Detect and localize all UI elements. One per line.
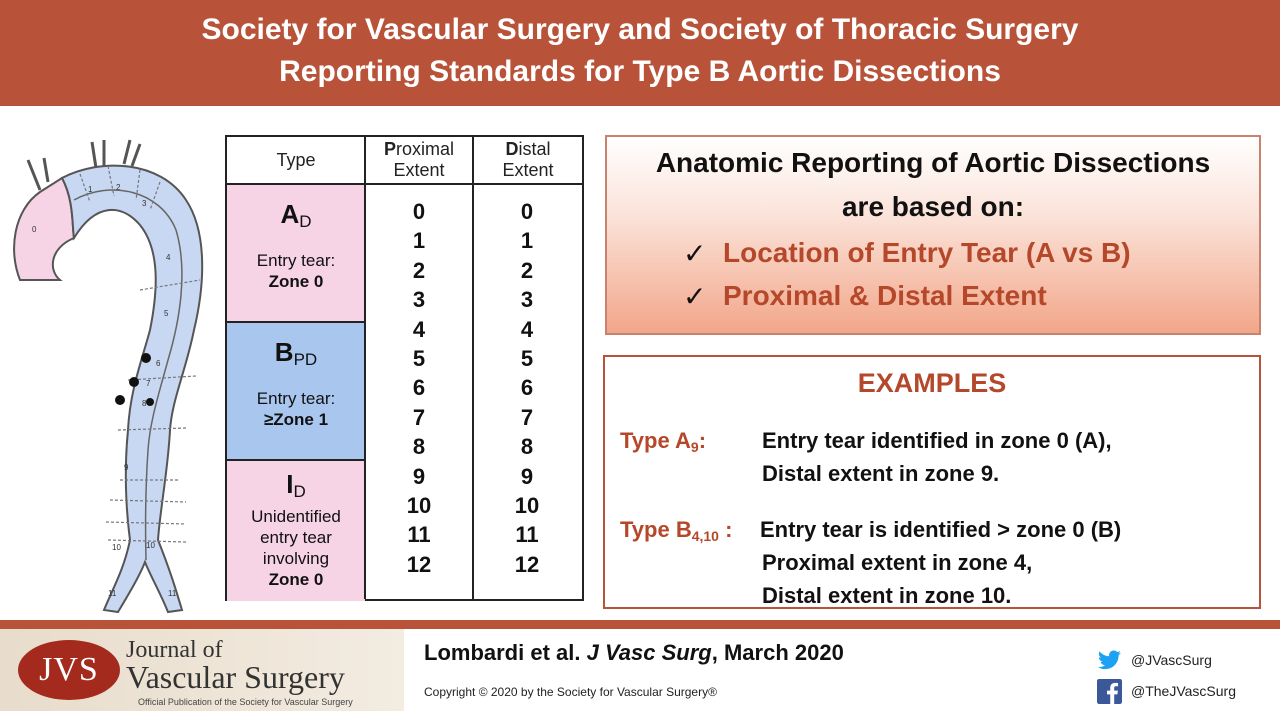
zone-number: 0 xyxy=(520,199,534,224)
example-b-line1: Entry tear is identified > zone 0 (B) xyxy=(760,517,1122,542)
anatomic-title-line1: Anatomic Reporting of Aortic Dissections xyxy=(655,147,1211,178)
facebook-handle[interactable]: @TheJVascSurg xyxy=(1131,683,1236,699)
example-b-sub: 4,10 xyxy=(691,528,719,544)
example-a-line1: Entry tear identified in zone 0 (A), xyxy=(762,428,1112,453)
zone-number: 10 xyxy=(514,493,540,519)
zone-label-0: 0 xyxy=(32,225,37,234)
zone-label-7: 7 xyxy=(146,379,151,388)
copyright: Copyright © 2020 by the Society for Vascular Surgery® xyxy=(424,685,717,699)
type-a-zone: Zone 0 xyxy=(268,272,324,291)
footer-bar xyxy=(0,620,1280,629)
zone-number: 9 xyxy=(412,463,426,489)
zone-number: 5 xyxy=(412,346,426,372)
citation-date: , March 2020 xyxy=(711,640,844,665)
type-a-sub: D xyxy=(299,212,312,231)
zone-label-10b: 10 xyxy=(146,541,155,550)
zone-label-11a: 11 xyxy=(108,589,117,598)
zone-label-4: 4 xyxy=(166,253,171,262)
example-a-colon: : xyxy=(698,428,707,453)
zone-number: 9 xyxy=(520,463,534,489)
zone-number: 4 xyxy=(412,316,426,342)
header-proximal-extent xyxy=(365,137,473,185)
zone-number: 10 xyxy=(406,493,432,519)
jvs-logo xyxy=(0,629,404,711)
header-distal-extent xyxy=(473,137,583,185)
examples-title: EXAMPLES xyxy=(857,368,1007,398)
twitter-handle[interactable]: @JVascSurg xyxy=(1131,652,1212,668)
citation-authors: Lombardi et al. xyxy=(424,640,587,665)
zone-number: 12 xyxy=(406,551,432,577)
zone-number: 12 xyxy=(514,551,540,577)
type-a-cell xyxy=(227,199,365,292)
zone-number: 11 xyxy=(515,522,539,548)
type-i-sub: D xyxy=(293,482,306,501)
citation xyxy=(424,640,844,666)
zone-number: 3 xyxy=(412,287,426,313)
aorta-zone-diagram xyxy=(0,130,220,620)
header-distal-rest: istal xyxy=(518,139,551,159)
example-b-line3: Distal extent in zone 10. xyxy=(762,583,1012,608)
zone-label-11b: 11 xyxy=(168,589,177,598)
citation-journal: J Vasc Surg xyxy=(586,640,712,665)
example-b-colon: : xyxy=(718,517,733,542)
type-i-cell xyxy=(227,469,365,590)
example-a-type: Type A xyxy=(620,428,691,453)
criterion-extent: Proximal & Distal Extent xyxy=(723,280,1047,311)
anatomic-reporting-box xyxy=(605,135,1261,335)
anatomic-title-line2: are based on: xyxy=(841,191,1025,222)
type-b-sub: PD xyxy=(293,350,318,369)
logo-journal-name: Vascular Surgery xyxy=(126,659,345,695)
checkmark-icon: ✓ xyxy=(683,281,707,312)
zone-number: 11 xyxy=(407,522,431,548)
zone-number: 7 xyxy=(412,404,426,430)
zone-label-5: 5 xyxy=(164,309,169,318)
twitter-link[interactable] xyxy=(1097,648,1277,674)
header-type: Type xyxy=(276,150,316,170)
table-divider xyxy=(227,321,366,323)
zone-label-1: 1 xyxy=(88,185,93,194)
type-i-letter: I xyxy=(286,469,294,499)
zone-number: 8 xyxy=(412,434,426,460)
zone-number: 2 xyxy=(520,257,534,283)
example-b-line2: Proximal extent in zone 4, xyxy=(762,550,1033,575)
criterion-entry-tear: Location of Entry Tear (A vs B) xyxy=(723,237,1131,268)
example-b-label xyxy=(620,517,732,544)
table-divider xyxy=(227,459,366,461)
header-proximal-extent-word: Extent xyxy=(393,160,445,180)
example-a-line2: Distal extent in zone 9. xyxy=(762,461,1000,486)
zone-number: 7 xyxy=(520,404,534,430)
dissection-type-table xyxy=(225,135,584,601)
zone-label-3: 3 xyxy=(142,199,147,208)
logo-journal-of: Journal of xyxy=(126,637,223,663)
header-distal-extent-word: Extent xyxy=(502,160,554,180)
example-a-label xyxy=(620,428,706,455)
type-b-letter: B xyxy=(274,337,294,367)
type-b-desc: Entry tear: xyxy=(256,389,336,408)
zone-number: 4 xyxy=(520,316,534,342)
type-b-zone: ≥Zone 1 xyxy=(263,410,329,429)
header-distal-initial: D xyxy=(505,139,519,159)
examples-box xyxy=(603,355,1261,609)
type-b-cell xyxy=(227,337,365,430)
zone-number: 6 xyxy=(520,375,534,401)
type-i-desc1: Unidentified xyxy=(251,507,341,526)
type-i-desc2: entry tear xyxy=(260,528,332,547)
checkmark-icon: ✓ xyxy=(683,238,707,269)
zone-number: 5 xyxy=(520,346,534,372)
logo-subtitle: Official Publication of the Society for Vascular Surgery xyxy=(138,697,353,707)
distal-zone-list xyxy=(474,197,580,579)
zone-number: 0 xyxy=(412,199,426,224)
zone-number: 3 xyxy=(520,287,534,313)
type-a-letter: A xyxy=(280,199,300,229)
example-a-sub: 9 xyxy=(690,439,699,455)
header-title-line2: Reporting Standards for Type B Aortic Dissections xyxy=(279,55,1001,88)
facebook-icon xyxy=(1097,679,1122,704)
zone-number: 8 xyxy=(520,434,534,460)
header-banner xyxy=(0,0,1280,106)
zone-number: 6 xyxy=(412,375,426,401)
header-proximal-rest: roximal xyxy=(396,139,455,159)
zone-number: 2 xyxy=(412,257,426,283)
zone-label-10a: 10 xyxy=(112,543,121,552)
zone-number: 1 xyxy=(412,228,426,254)
header-proximal-initial: P xyxy=(383,139,396,159)
zone-label-9: 9 xyxy=(124,463,129,472)
zone-label-6: 6 xyxy=(156,359,161,368)
type-i-zone: Zone 0 xyxy=(268,570,324,589)
zone-label-2: 2 xyxy=(116,183,121,192)
type-i-desc3: involving xyxy=(262,549,330,568)
twitter-icon xyxy=(1097,648,1122,673)
example-b-type: Type B xyxy=(620,517,692,542)
proximal-zone-list xyxy=(366,197,472,579)
type-a-desc: Entry tear: xyxy=(256,251,336,270)
header-title-line1: Society for Vascular Surgery and Society of Thoracic Surgery xyxy=(201,13,1079,46)
jvs-logo-oval: JVS xyxy=(18,640,120,700)
zone-number: 1 xyxy=(520,228,534,254)
zone-label-8: 8 xyxy=(142,399,147,408)
facebook-link[interactable] xyxy=(1097,679,1277,705)
